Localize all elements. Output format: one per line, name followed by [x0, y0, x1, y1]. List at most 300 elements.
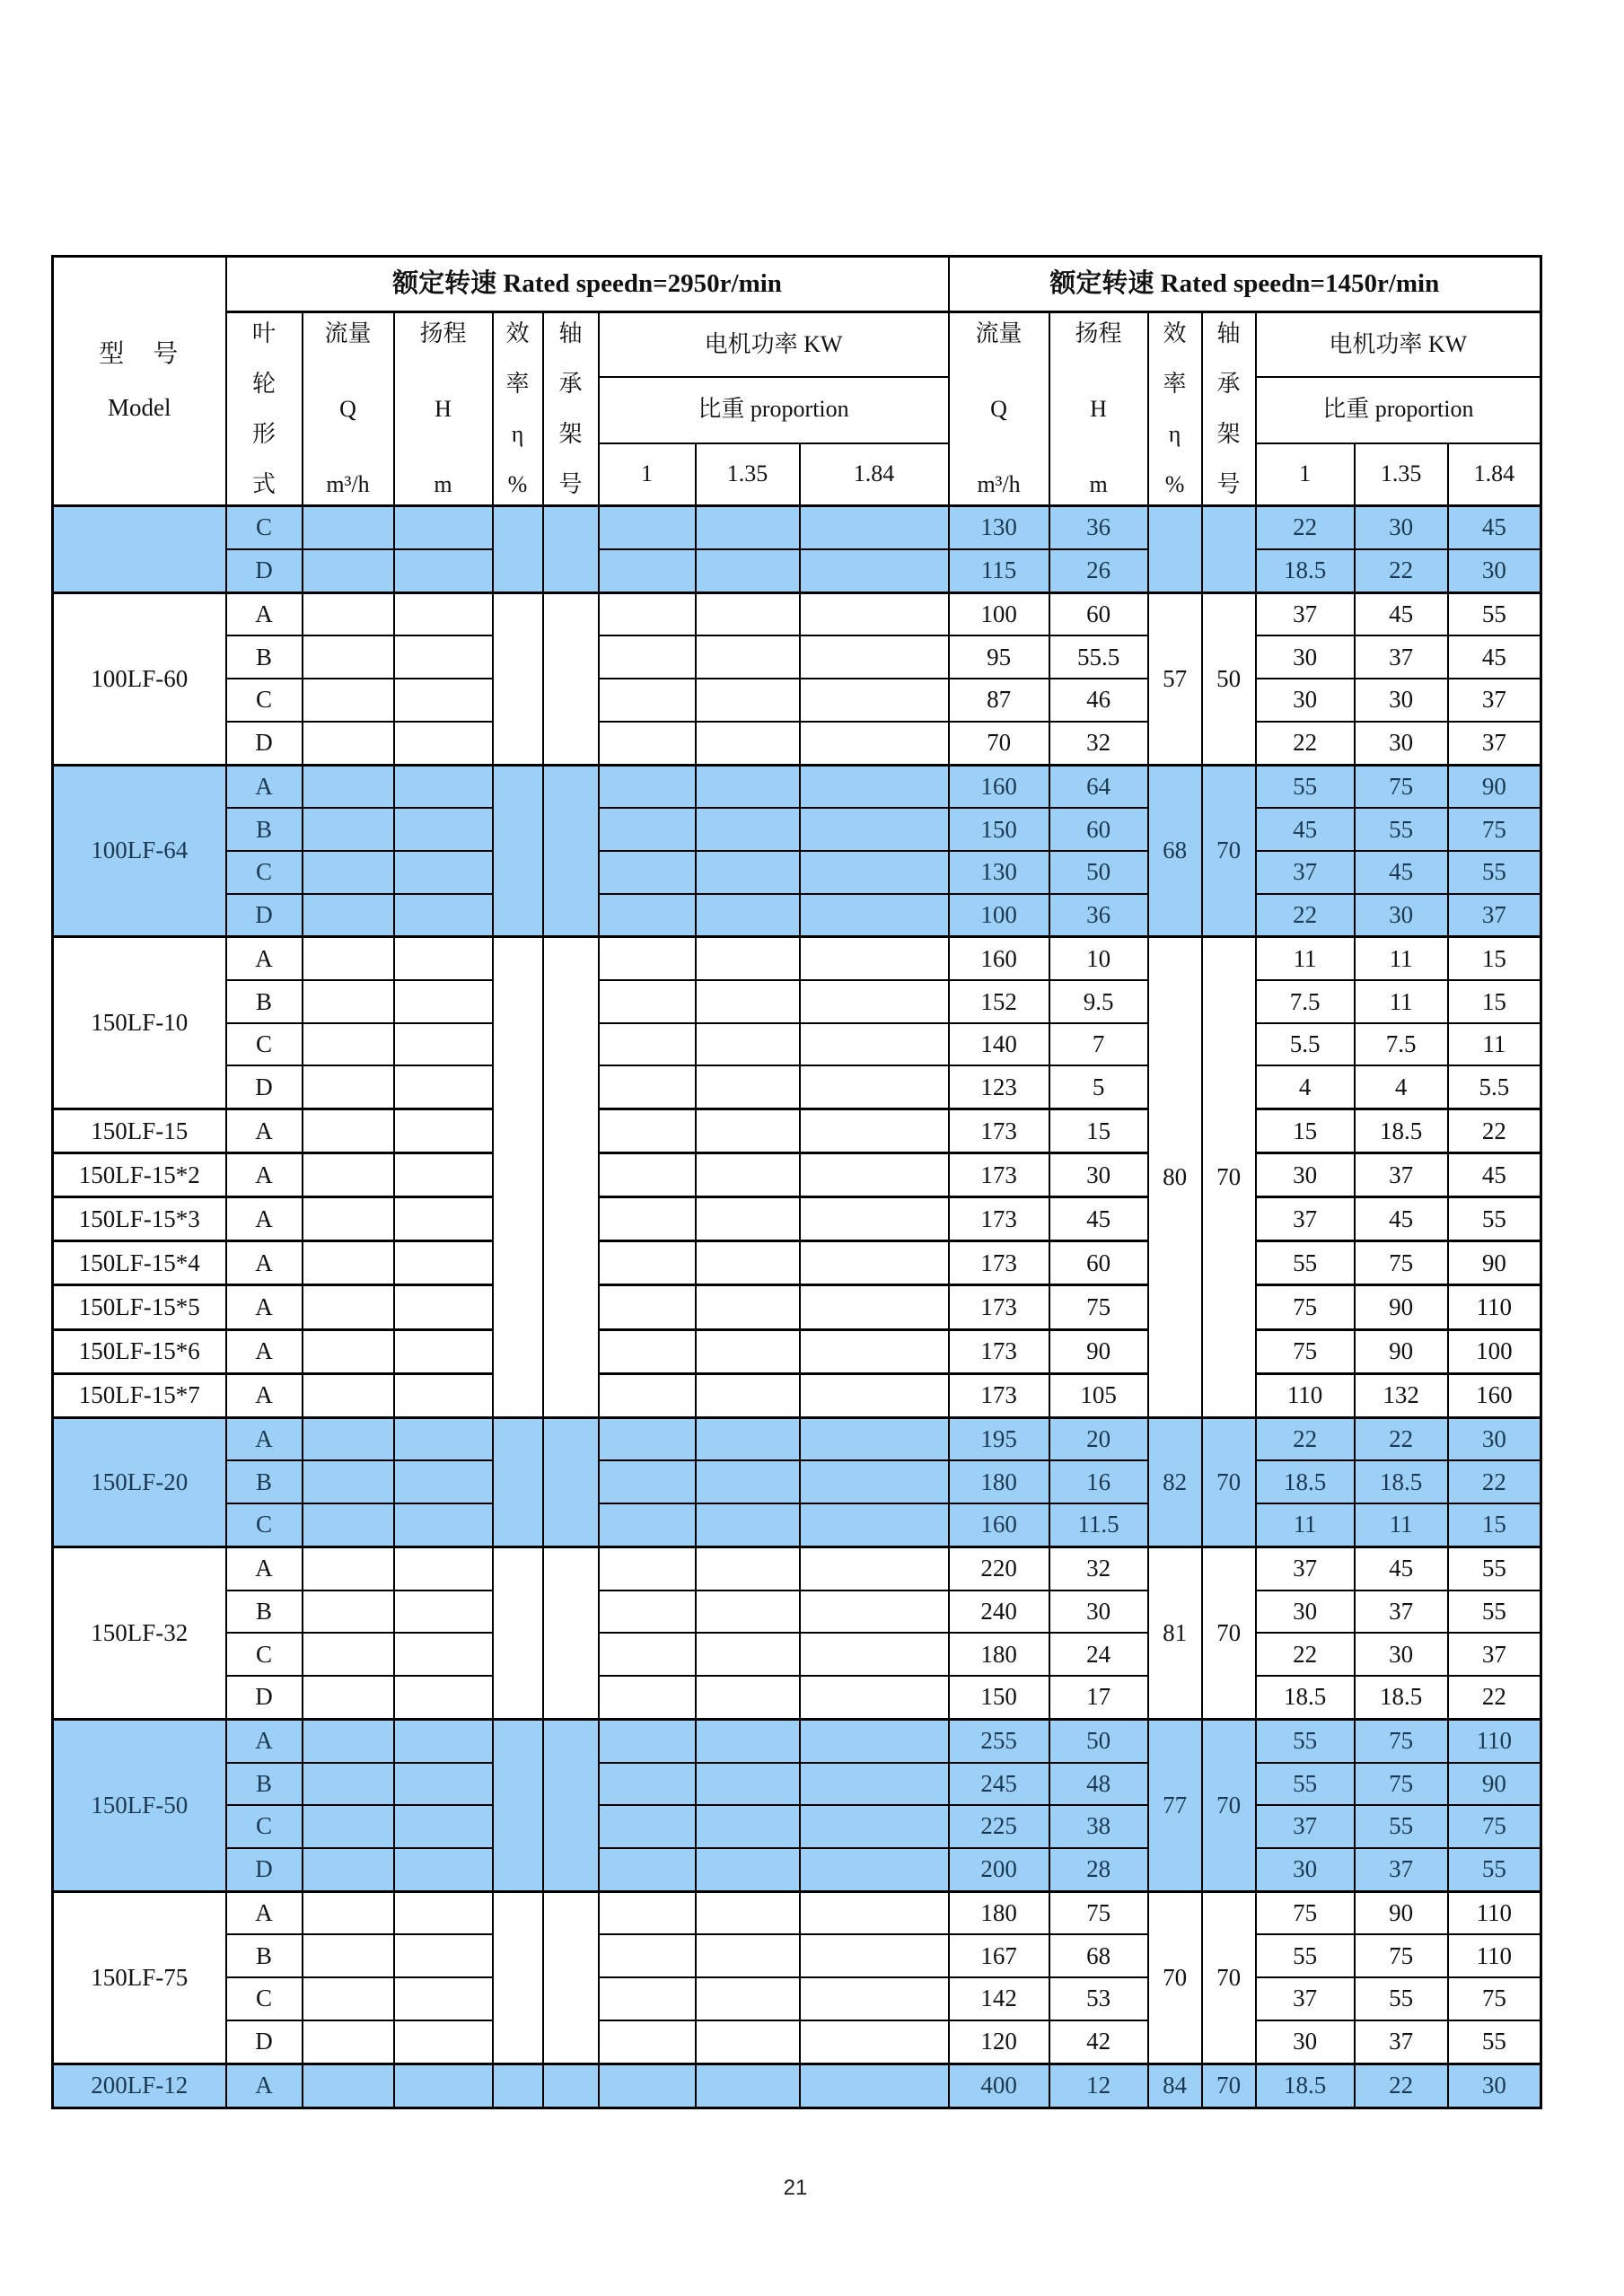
head-cell-2950 — [394, 679, 493, 722]
eff-cell-2950 — [493, 765, 543, 937]
table-row — [53, 1109, 1541, 1153]
power-cell-1450: 110 — [1256, 1373, 1355, 1417]
model-cell: 150LF-32 — [53, 1547, 226, 1719]
table-row — [53, 1805, 1541, 1848]
power-cell-1450: 37 — [1256, 1547, 1355, 1590]
power-cell-1450: 22 — [1256, 722, 1355, 765]
flow-cell-2950 — [303, 1460, 394, 1503]
head-cell-1450: 28 — [1049, 1848, 1148, 1891]
power-cell-1450: 22 — [1256, 1633, 1355, 1676]
power-cell-2950 — [696, 1153, 800, 1197]
flow-cell-1450: 245 — [949, 1763, 1049, 1806]
power-cell-1450: 30 — [1355, 679, 1448, 722]
power-cell-2950 — [599, 1763, 696, 1806]
impeller-cell: B — [226, 808, 303, 851]
power-cell-2950 — [800, 1676, 949, 1719]
power-cell-2950 — [696, 1503, 800, 1547]
head-cn: 扬程 — [1075, 320, 1122, 346]
model-cell — [53, 506, 226, 593]
power-cell-2950 — [800, 1285, 949, 1329]
power-cell-1450: 75 — [1448, 1805, 1541, 1848]
impeller-cell: A — [226, 1373, 303, 1417]
head-cell-1450: 42 — [1049, 2020, 1148, 2064]
eff-cell-1450 — [1148, 506, 1202, 593]
eff-cell-2950 — [493, 506, 543, 593]
eff-cell-1450: 84 — [1148, 2064, 1202, 2108]
flow-cell-1450: 123 — [949, 1065, 1049, 1109]
power-cell-2950 — [696, 1763, 800, 1806]
flow-cell-1450: 200 — [949, 1848, 1049, 1891]
ratio-135-1450: 1.35 — [1355, 443, 1448, 506]
head-header-2950-label — [395, 314, 492, 504]
power-cell-2950 — [599, 2020, 696, 2064]
power-cell-2950 — [599, 1977, 696, 2020]
bearing-char: 号 — [1216, 471, 1241, 498]
impeller-cell: A — [226, 1891, 303, 1934]
power-cell-1450: 45 — [1448, 506, 1541, 549]
head-cell-1450: 68 — [1049, 1934, 1148, 1977]
flow-header-2950 — [303, 312, 394, 506]
power-cell-1450: 30 — [1355, 894, 1448, 937]
impeller-char: 轮 — [251, 370, 276, 397]
bearing-cell-2950 — [543, 506, 599, 593]
flow-cell-1450: 173 — [949, 1329, 1049, 1373]
power-cell-1450: 18.5 — [1355, 1676, 1448, 1719]
table-row — [53, 1591, 1541, 1634]
eff-unit: % — [1164, 471, 1185, 498]
flow-cell-1450: 180 — [949, 1460, 1049, 1503]
impeller-cell: D — [226, 2020, 303, 2064]
table-row — [53, 980, 1541, 1023]
power-cell-2950 — [696, 1591, 800, 1634]
table-row — [53, 808, 1541, 851]
power-cell-2950 — [599, 1373, 696, 1417]
impeller-cell: A — [226, 765, 303, 808]
power-cell-2950 — [696, 592, 800, 635]
head-cell-2950 — [394, 1373, 493, 1417]
head-cell-2950 — [394, 1241, 493, 1285]
head-cell-1450: 12 — [1049, 2064, 1148, 2108]
impeller-header — [226, 312, 303, 506]
head-cell-2950 — [394, 1153, 493, 1197]
power-cell-2950 — [599, 1329, 696, 1373]
head-cell-2950 — [394, 1805, 493, 1848]
power-cell-1450: 11 — [1355, 937, 1448, 980]
power-cell-2950 — [599, 722, 696, 765]
flow-symbol: Q — [990, 395, 1007, 422]
head-cell-2950 — [394, 1934, 493, 1977]
head-cell-1450: 60 — [1049, 592, 1148, 635]
power-cell-2950 — [599, 1676, 696, 1719]
head-cell-2950 — [394, 851, 493, 894]
power-cell-1450: 75 — [1355, 1241, 1448, 1285]
table-row — [53, 1763, 1541, 1806]
power-cell-1450: 45 — [1355, 1197, 1448, 1241]
flow-cell-1450: 225 — [949, 1805, 1049, 1848]
impeller-cell: C — [226, 1023, 303, 1066]
impeller-cell: D — [226, 1065, 303, 1109]
power-header-1450: 电机功率 KW — [1256, 312, 1541, 377]
impeller-char: 形 — [251, 420, 276, 447]
model-cell: 100LF-64 — [53, 765, 226, 937]
power-cell-1450: 37 — [1448, 894, 1541, 937]
flow-cell-2950 — [303, 679, 394, 722]
head-cell-2950 — [394, 1848, 493, 1891]
power-cell-2950 — [800, 1241, 949, 1285]
head-cell-1450: 11.5 — [1049, 1503, 1148, 1547]
flow-cell-2950 — [303, 2020, 394, 2064]
table-row — [53, 1934, 1541, 1977]
power-cell-1450: 75 — [1256, 1891, 1355, 1934]
power-cell-1450: 55 — [1448, 1197, 1541, 1241]
flow-cell-2950 — [303, 1153, 394, 1197]
head-cell-2950 — [394, 1547, 493, 1590]
table-row — [53, 1329, 1541, 1373]
eff-cell-1450: 81 — [1148, 1547, 1202, 1719]
flow-cell-2950 — [303, 1891, 394, 1934]
power-cell-2950 — [599, 635, 696, 679]
power-cell-2950 — [800, 1329, 949, 1373]
flow-cell-1450: 180 — [949, 1891, 1049, 1934]
head-cell-1450: 9.5 — [1049, 980, 1148, 1023]
power-cell-2950 — [599, 1285, 696, 1329]
power-cell-2950 — [696, 1460, 800, 1503]
flow-cell-1450: 173 — [949, 1153, 1049, 1197]
power-cell-1450: 75 — [1448, 808, 1541, 851]
head-cell-1450: 53 — [1049, 1977, 1148, 2020]
power-cell-1450: 110 — [1448, 1719, 1541, 1762]
power-cell-1450: 22 — [1355, 2064, 1448, 2108]
power-cell-1450: 30 — [1256, 2020, 1355, 2064]
power-cell-1450: 45 — [1448, 1153, 1541, 1197]
head-cell-1450: 36 — [1049, 894, 1148, 937]
power-cell-1450: 11 — [1355, 1503, 1448, 1547]
power-cell-1450: 30 — [1256, 635, 1355, 679]
table-row — [53, 1153, 1541, 1197]
flow-cell-2950 — [303, 1417, 394, 1460]
power-cell-1450: 18.5 — [1355, 1460, 1448, 1503]
power-cell-2950 — [599, 1241, 696, 1285]
flow-header-1450 — [949, 312, 1049, 506]
head-cell-2950 — [394, 2020, 493, 2064]
power-cell-2950 — [599, 679, 696, 722]
power-cell-2950 — [800, 1503, 949, 1547]
table-row — [53, 506, 1541, 549]
flow-cell-2950 — [303, 937, 394, 980]
flow-cell-1450: 195 — [949, 1417, 1049, 1460]
power-cell-1450: 110 — [1448, 1934, 1541, 1977]
flow-header-2950-label — [303, 314, 393, 504]
flow-cell-1450: 100 — [949, 592, 1049, 635]
flow-cell-1450: 180 — [949, 1633, 1049, 1676]
bearing-header-2950-label — [544, 314, 598, 504]
eff-cell-1450: 57 — [1148, 592, 1202, 765]
table-row — [53, 549, 1541, 592]
table-row — [53, 1373, 1541, 1417]
power-cell-1450: 22 — [1448, 1109, 1541, 1153]
power-cell-1450: 11 — [1256, 1503, 1355, 1547]
eff-char: 率 — [505, 370, 530, 397]
efficiency-header-2950-label — [494, 314, 542, 504]
power-cell-2950 — [696, 1633, 800, 1676]
power-cell-1450: 4 — [1355, 1065, 1448, 1109]
impeller-cell: A — [226, 1109, 303, 1153]
power-cell-2950 — [696, 506, 800, 549]
impeller-cell: C — [226, 851, 303, 894]
flow-cell-2950 — [303, 980, 394, 1023]
power-cell-2950 — [800, 1109, 949, 1153]
power-cell-2950 — [599, 2064, 696, 2108]
flow-cell-2950 — [303, 1805, 394, 1848]
flow-cell-1450: 150 — [949, 1676, 1049, 1719]
power-cell-1450: 45 — [1448, 635, 1541, 679]
power-header-2950: 电机功率 KW — [599, 312, 949, 377]
ratio-1-1450: 1 — [1256, 443, 1355, 506]
efficiency-header-1450 — [1148, 312, 1202, 506]
power-cell-2950 — [800, 1460, 949, 1503]
eff-cell-2950 — [493, 937, 543, 1417]
bearing-char: 承 — [1216, 370, 1241, 397]
impeller-cell: C — [226, 506, 303, 549]
impeller-cell: D — [226, 894, 303, 937]
power-cell-1450: 30 — [1448, 2064, 1541, 2108]
power-cell-1450: 132 — [1355, 1373, 1448, 1417]
flow-cell-1450: 160 — [949, 1503, 1049, 1547]
power-cell-2950 — [599, 937, 696, 980]
head-cell-2950 — [394, 1763, 493, 1806]
bearing-cell-2950 — [543, 1891, 599, 2064]
bearing-cell-2950 — [543, 1719, 599, 1891]
bearing-cell-1450 — [1202, 506, 1256, 593]
flow-cell-1450: 173 — [949, 1197, 1049, 1241]
power-cell-2950 — [599, 1153, 696, 1197]
flow-cell-1450: 167 — [949, 1934, 1049, 1977]
head-cell-2950 — [394, 1065, 493, 1109]
model-cell: 100LF-60 — [53, 592, 226, 765]
power-cell-1450: 22 — [1256, 506, 1355, 549]
head-cell-2950 — [394, 592, 493, 635]
power-cell-2950 — [800, 549, 949, 592]
table-row — [53, 722, 1541, 765]
table-row — [53, 1891, 1541, 1934]
power-cell-2950 — [599, 851, 696, 894]
impeller-cell: A — [226, 592, 303, 635]
power-cell-1450: 30 — [1448, 549, 1541, 592]
power-cell-2950 — [599, 1891, 696, 1934]
power-cell-2950 — [800, 1719, 949, 1762]
flow-header-1450-label — [950, 314, 1049, 504]
power-cell-1450: 55 — [1256, 1934, 1355, 1977]
power-cell-1450: 18.5 — [1256, 549, 1355, 592]
power-cell-2950 — [599, 1503, 696, 1547]
power-cell-2950 — [800, 2020, 949, 2064]
table-row — [53, 1848, 1541, 1891]
table-row — [53, 937, 1541, 980]
power-cell-2950 — [800, 1891, 949, 1934]
flow-cell-2950 — [303, 1329, 394, 1373]
head-cell-1450: 7 — [1049, 1023, 1148, 1066]
flow-cell-2950 — [303, 506, 394, 549]
flow-cell-2950 — [303, 851, 394, 894]
power-cell-1450: 18.5 — [1256, 1460, 1355, 1503]
power-cell-1450: 90 — [1355, 1285, 1448, 1329]
flow-unit: m³/h — [977, 471, 1021, 498]
head-cell-1450: 105 — [1049, 1373, 1148, 1417]
bearing-cell-2950 — [543, 1417, 599, 1547]
flow-unit: m³/h — [326, 471, 370, 498]
power-cell-2950 — [599, 1547, 696, 1590]
power-cell-1450: 55 — [1256, 1719, 1355, 1762]
model-header — [53, 257, 226, 506]
head-cell-2950 — [394, 1591, 493, 1634]
power-cell-2950 — [599, 1023, 696, 1066]
head-cell-1450: 30 — [1049, 1591, 1148, 1634]
impeller-cell: C — [226, 1977, 303, 2020]
power-cell-2950 — [599, 980, 696, 1023]
power-cell-2950 — [800, 980, 949, 1023]
head-cell-2950 — [394, 549, 493, 592]
impeller-cell: C — [226, 679, 303, 722]
head-cell-1450: 75 — [1049, 1285, 1148, 1329]
head-cell-1450: 45 — [1049, 1197, 1148, 1241]
table-row — [53, 1065, 1541, 1109]
impeller-cell: B — [226, 1591, 303, 1634]
flow-cell-2950 — [303, 1934, 394, 1977]
power-cell-1450: 37 — [1448, 679, 1541, 722]
power-cell-1450: 55 — [1355, 1977, 1448, 2020]
power-cell-2950 — [800, 1023, 949, 1066]
head-cell-2950 — [394, 980, 493, 1023]
power-cell-1450: 30 — [1355, 506, 1448, 549]
flow-cell-1450: 220 — [949, 1547, 1049, 1590]
head-cell-1450: 55.5 — [1049, 635, 1148, 679]
flow-cell-2950 — [303, 1977, 394, 2020]
head-cell-2950 — [394, 1109, 493, 1153]
bearing-cell-1450: 70 — [1202, 937, 1256, 1417]
table-row — [53, 635, 1541, 679]
impeller-cell: A — [226, 1285, 303, 1329]
power-cell-2950 — [599, 1848, 696, 1891]
power-cell-1450: 55 — [1448, 1591, 1541, 1634]
impeller-cell: A — [226, 1329, 303, 1373]
power-cell-1450: 5.5 — [1448, 1065, 1541, 1109]
head-header-1450 — [1049, 312, 1148, 506]
flow-cell-1450: 150 — [949, 808, 1049, 851]
table-row — [53, 1023, 1541, 1066]
head-cell-2950 — [394, 1676, 493, 1719]
power-cell-2950 — [800, 1633, 949, 1676]
power-cell-1450: 45 — [1355, 851, 1448, 894]
flow-cell-2950 — [303, 1241, 394, 1285]
head-cell-1450: 32 — [1049, 1547, 1148, 1590]
bearing-char: 架 — [558, 420, 583, 447]
power-cell-1450: 22 — [1448, 1676, 1541, 1719]
flow-cell-1450: 173 — [949, 1285, 1049, 1329]
power-cell-2950 — [696, 2064, 800, 2108]
power-cell-2950 — [696, 1934, 800, 1977]
power-cell-2950 — [800, 1591, 949, 1634]
model-cell: 150LF-15*2 — [53, 1153, 226, 1197]
power-cell-2950 — [696, 1848, 800, 1891]
flow-cn: 流量 — [324, 320, 372, 346]
table-row — [53, 592, 1541, 635]
head-cell-2950 — [394, 1460, 493, 1503]
power-cell-1450: 30 — [1448, 1417, 1541, 1460]
ratio-1-2950: 1 — [599, 443, 696, 506]
power-cell-1450: 110 — [1448, 1285, 1541, 1329]
power-cell-2950 — [599, 894, 696, 937]
power-cell-2950 — [696, 1285, 800, 1329]
power-cell-1450: 18.5 — [1256, 1676, 1355, 1719]
power-cell-1450: 30 — [1256, 1153, 1355, 1197]
flow-cell-1450: 240 — [949, 1591, 1049, 1634]
flow-cell-2950 — [303, 1285, 394, 1329]
power-cell-1450: 15 — [1448, 1503, 1541, 1547]
power-cell-1450: 37 — [1256, 1197, 1355, 1241]
flow-cell-2950 — [303, 1676, 394, 1719]
power-cell-2950 — [696, 1547, 800, 1590]
head-cell-1450: 60 — [1049, 1241, 1148, 1285]
impeller-cell: C — [226, 1633, 303, 1676]
table-body — [53, 506, 1541, 2108]
table-row — [53, 1417, 1541, 1460]
head-cell-1450: 16 — [1049, 1460, 1148, 1503]
impeller-cell: B — [226, 1934, 303, 1977]
head-cell-2950 — [394, 506, 493, 549]
power-cell-2950 — [696, 1373, 800, 1417]
bearing-char: 号 — [558, 471, 583, 498]
head-cell-1450: 10 — [1049, 937, 1148, 980]
model-cell: 150LF-20 — [53, 1417, 226, 1547]
flow-cell-1450: 173 — [949, 1109, 1049, 1153]
head-cell-2950 — [394, 1285, 493, 1329]
flow-cell-1450: 173 — [949, 1373, 1049, 1417]
flow-cell-2950 — [303, 765, 394, 808]
flow-cell-2950 — [303, 1591, 394, 1634]
flow-symbol: Q — [339, 395, 356, 422]
power-cell-1450: 7.5 — [1355, 1023, 1448, 1066]
table-row — [53, 1285, 1541, 1329]
flow-cell-2950 — [303, 1023, 394, 1066]
table-row — [53, 1197, 1541, 1241]
head-cell-1450: 38 — [1049, 1805, 1148, 1848]
head-cell-2950 — [394, 1023, 493, 1066]
power-cell-1450: 45 — [1355, 592, 1448, 635]
eff-cell-1450: 68 — [1148, 765, 1202, 937]
impeller-cell: C — [226, 1805, 303, 1848]
power-cell-1450: 11 — [1448, 1023, 1541, 1066]
power-cell-2950 — [696, 765, 800, 808]
power-cell-2950 — [800, 635, 949, 679]
bearing-cell-1450: 70 — [1202, 1891, 1256, 2064]
eff-cell-2950 — [493, 1891, 543, 2064]
model-cell: 200LF-12 — [53, 2064, 226, 2108]
flow-cell-2950 — [303, 808, 394, 851]
bearing-cell-1450: 70 — [1202, 1417, 1256, 1547]
power-cell-1450: 55 — [1256, 1763, 1355, 1806]
impeller-cell: B — [226, 980, 303, 1023]
table-row — [53, 894, 1541, 937]
power-cell-2950 — [800, 1848, 949, 1891]
bearing-char: 轴 — [1216, 320, 1241, 346]
head-cell-1450: 60 — [1049, 808, 1148, 851]
power-cell-1450: 37 — [1448, 1633, 1541, 1676]
head-cell-2950 — [394, 1719, 493, 1762]
flow-cell-2950 — [303, 1065, 394, 1109]
power-cell-1450: 22 — [1355, 549, 1448, 592]
impeller-char: 式 — [251, 471, 276, 498]
eff-cell-1450: 70 — [1148, 1891, 1202, 2064]
